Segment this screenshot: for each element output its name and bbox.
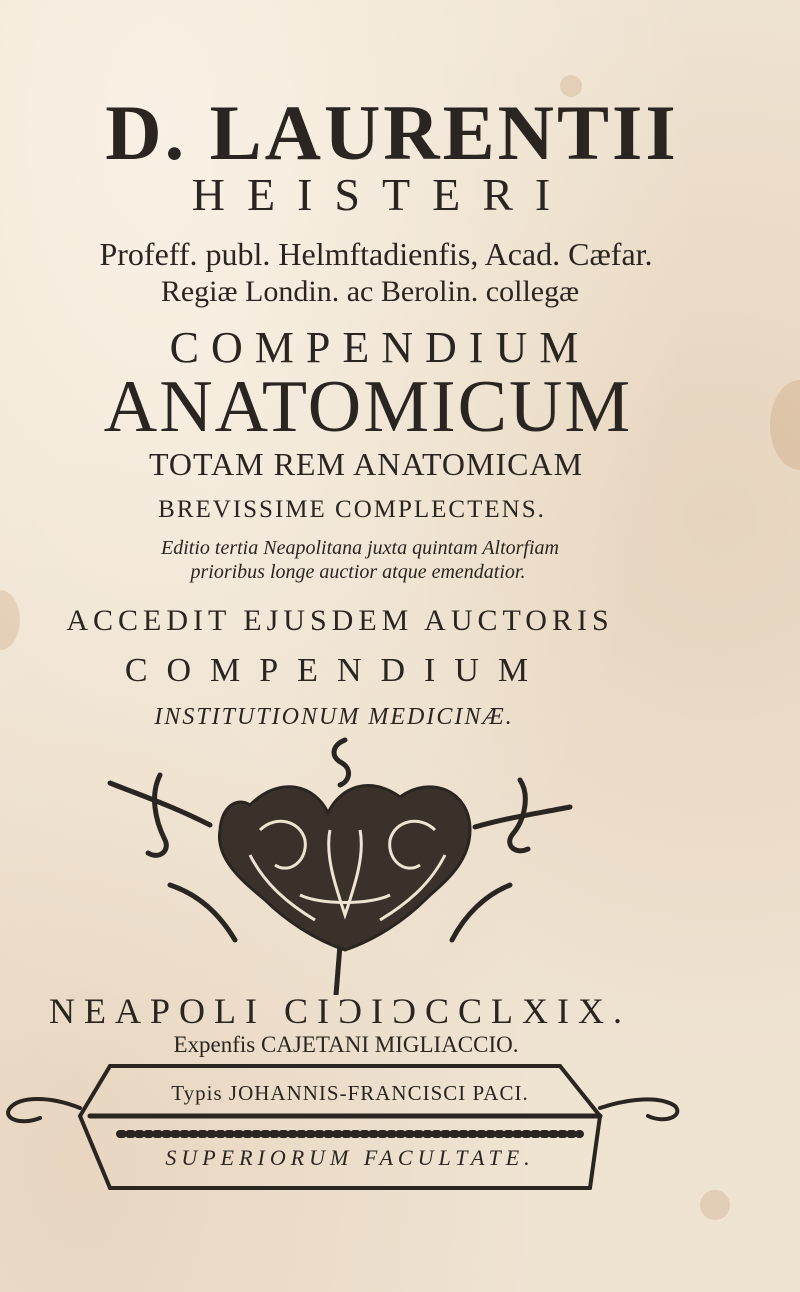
printer-ornament-icon bbox=[100, 735, 580, 995]
subtitle-line-1: TOTAM REM ANATOMICAM bbox=[148, 446, 584, 482]
scroll-cartouche-icon bbox=[0, 1056, 800, 1206]
accedit-line: ACCEDIT EJUSDEM AUCTORIS bbox=[66, 604, 614, 637]
affiliation-line-1: Profeff. publ. Helmftadienfis, Acad. Cæfar. bbox=[99, 236, 653, 272]
institutionum-line: INSTITUTIONUM MEDICINÆ. bbox=[154, 704, 514, 730]
affiliation-line-2: Regiæ Londin. ac Berolin. collegæ bbox=[160, 275, 580, 308]
superiorum-line: SUPERIORUM FACULTATE. bbox=[165, 1145, 535, 1170]
surname-line: HEISTERI bbox=[191, 169, 573, 220]
edition-line-1: Editio tertia Neapolitana juxta quintam Altorfiam bbox=[161, 537, 559, 559]
expensis-line: Expenfis CAJETANI MIGLIACCIO. bbox=[173, 1032, 519, 1057]
title-word-1: COMPENDIUM bbox=[169, 323, 591, 372]
foxing-stain bbox=[770, 380, 800, 470]
title-word-2: ANATOMICUM bbox=[103, 366, 633, 448]
compendium-line: COMPENDIUM bbox=[124, 652, 548, 689]
typis-line: Typis JOHANNIS-FRANCISCI PACI. bbox=[171, 1081, 529, 1105]
author-line: D. LAURENTII bbox=[105, 89, 679, 176]
subtitle-line-2: BREVISSIME COMPLECTENS. bbox=[158, 496, 546, 523]
place-year-line: NEAPOLI CIƆIƆCCLXIX. bbox=[49, 991, 631, 1031]
edition-line-2: prioribus longe auctior atque emendatior. bbox=[190, 561, 526, 583]
